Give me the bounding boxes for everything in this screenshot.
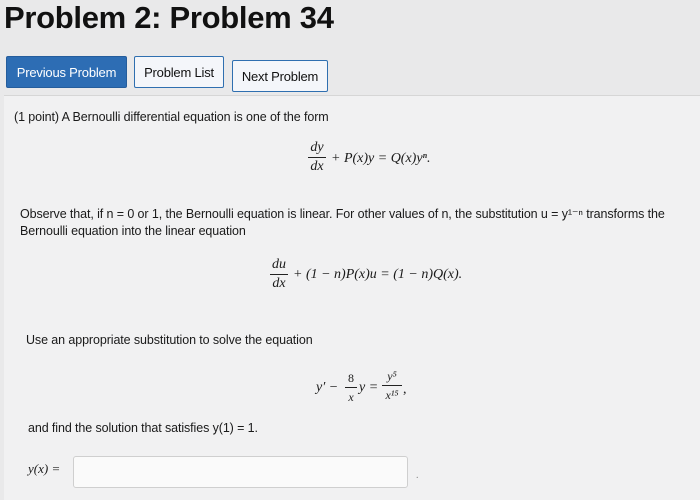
eq3-frac2-denominator: x¹⁵ xyxy=(385,388,399,402)
eq1-numerator: dy xyxy=(310,140,324,155)
observe-line-2: Bernoulli equation into the linear equation xyxy=(20,224,246,238)
eq2-denominator: dx xyxy=(272,276,286,291)
previous-problem-button[interactable]: Previous Problem xyxy=(6,56,127,88)
eq3-frac1-numerator: 8 xyxy=(348,371,354,385)
use-substitution-text: Use an appropriate substitution to solve the equation xyxy=(26,333,313,347)
next-problem-button[interactable]: Next Problem xyxy=(232,60,328,92)
answer-trailing-dot: . xyxy=(416,470,419,481)
find-solution-text: and find the solution that satisfies y(1) = 1. xyxy=(28,421,258,435)
eq3-left: y′ − xyxy=(316,380,339,395)
observe-line-1: Observe that, if n = 0 or 1, the Bernoulli equation is linear. For other values of n, the substitution u = y¹⁻ⁿ transforms the xyxy=(20,207,665,221)
answer-input[interactable] xyxy=(73,456,408,488)
eq2-numerator: du xyxy=(272,257,286,272)
eq2-fraction xyxy=(270,257,288,292)
eq1-fraction xyxy=(308,140,326,175)
eq3-end: , xyxy=(403,382,407,397)
eq3-fraction-2 xyxy=(382,368,402,403)
eq2-rest: + (1 − n)P(x)u = (1 − n)Q(x). xyxy=(293,267,463,282)
problem-list-button[interactable]: Problem List xyxy=(134,56,224,88)
eq3-mid: y = xyxy=(359,380,379,395)
problem-intro: (1 point) A Bernoulli differential equation is one of the form xyxy=(14,110,329,124)
eq1-rest: + P(x)y = Q(x)yⁿ. xyxy=(331,151,431,166)
eq3-frac2-numerator: y⁵ xyxy=(387,369,397,383)
eq1-denominator: dx xyxy=(310,159,324,174)
eq3-frac1-denominator: x xyxy=(348,390,354,404)
eq3-fraction-1 xyxy=(345,370,357,405)
page-title: Problem 2: Problem 34 xyxy=(4,0,334,35)
answer-label: y(x) = xyxy=(28,461,61,476)
